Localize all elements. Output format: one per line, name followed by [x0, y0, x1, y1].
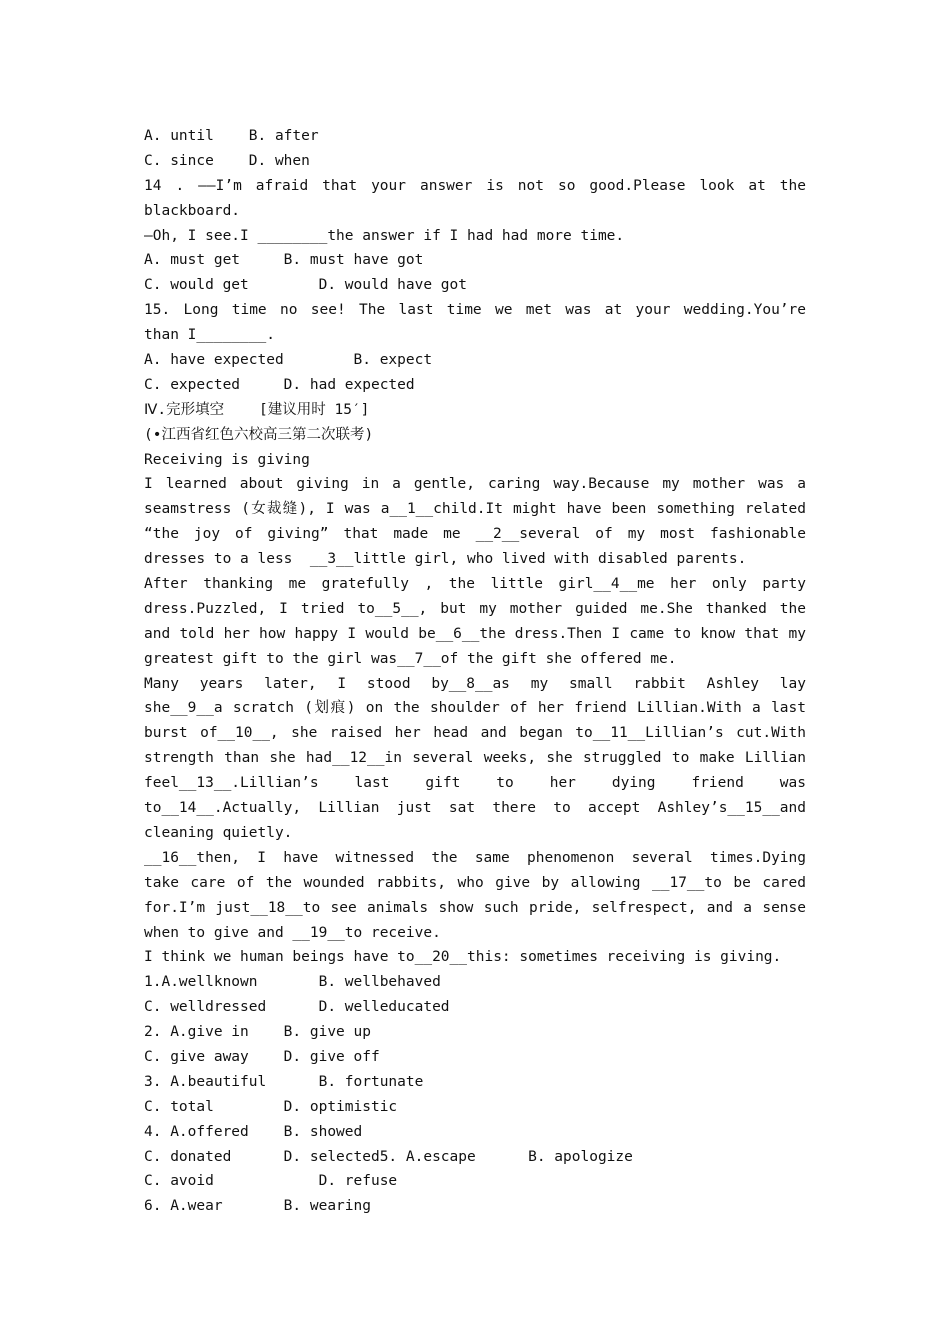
- text-line: greatest gift to the girl was__7__of the gift she offered me.: [144, 650, 677, 667]
- text-line: and told her how happy I would be__6__the dress.Then I came to know that my: [144, 625, 806, 642]
- text-line: 14 . ——I’m afraid that your answer is not so good.Please look at the: [144, 177, 806, 194]
- text-line: “the joy of giving” that made me __2__several of my most fashionable: [144, 526, 806, 543]
- text-line: 15. Long time no see! The last time we met was at your wedding.You’re: [144, 302, 806, 319]
- text-line: After thanking me gratefully , the little girl__4__me her only party: [144, 576, 806, 593]
- text-line: C. since D. when: [144, 152, 310, 169]
- text-line: A. until B. after: [144, 128, 319, 144]
- text-line: C. would get D. would have got: [144, 277, 468, 294]
- text-line: to__14__.Actually, Lillian just sat there to accept Ashley’s__15__and: [144, 800, 806, 817]
- text-line: 4. A.offered B. showed: [144, 1123, 363, 1140]
- text-line: take care of the wounded rabbits, who give by allowing __17__to be cared: [144, 874, 806, 891]
- text-line: (•江西省红色六校高三第二次联考): [144, 426, 374, 443]
- text-line: __16__then, I have witnessed the same phenomenon several times.Dying: [144, 849, 806, 866]
- text-line: Many years later, I stood by__8__as my small rabbit Ashley lay: [144, 675, 806, 692]
- text-line: C. give away D. give off: [144, 1048, 380, 1065]
- text-line: seamstress (女裁缝), I was a__1__child.It might have been something related: [144, 501, 806, 518]
- document-page: [144, 124, 806, 1219]
- text-line: when to give and __19__to receive.: [144, 924, 441, 941]
- text-line: I think we human beings have to__20__this: sometimes receiving is giving.: [144, 949, 782, 966]
- text-line: C. expected D. had expected: [144, 376, 415, 393]
- text-line: C. avoid D. refuse: [144, 1173, 398, 1190]
- text-line: 2. A.give in B. give up: [144, 1024, 371, 1041]
- text-line: feel__13__.Lillian’s last gift to her dying friend was: [144, 775, 806, 792]
- text-line: strength than she had__12__in several weeks, she struggled to make Lillian: [144, 750, 806, 767]
- text-line: A. have expected B. expect: [144, 352, 433, 369]
- text-line: she__9__a scratch (划痕) on the shoulder of her friend Lillian.With a last: [144, 700, 806, 717]
- text-line: than I________.: [144, 327, 275, 344]
- text-line: —Oh, I see.I ________the answer if I had had more time.: [144, 227, 625, 244]
- text-line: dresses to a less __3__little girl, who lived with disabled parents.: [144, 551, 747, 568]
- text-line: 6. A.wear B. wearing: [144, 1198, 371, 1215]
- text-line: cleaning quietly.: [144, 824, 293, 841]
- text-line: Ⅳ.完形填空 [建议用时 15′]: [144, 401, 370, 418]
- text-line: I learned about giving in a gentle, caring way.Because my mother was a: [144, 476, 806, 493]
- text-line: Receiving is giving: [144, 451, 310, 468]
- text-line: 1.A.wellknown B. wellbehaved: [144, 974, 441, 991]
- text-line: C. total D. optimistic: [144, 1098, 398, 1115]
- text-line: for.I’m just__18__to see animals show such pride, selfrespect, and a sense: [144, 899, 806, 916]
- text-line: C. welldressed D. welleducated: [144, 999, 450, 1016]
- text-line: burst of__10__, she raised her head and began to__11__Lillian’s cut.With: [144, 725, 806, 742]
- text-line: blackboard.: [144, 202, 241, 219]
- text-line: 3. A.beautiful B. fortunate: [144, 1073, 424, 1090]
- text-line: C. donated D. selected5. A.escape B. apologize: [144, 1148, 633, 1165]
- text-line: A. must get B. must have got: [144, 252, 424, 269]
- text-line: dress.Puzzled, I tried to__5__, but my mother guided me.She thanked the: [144, 600, 806, 617]
